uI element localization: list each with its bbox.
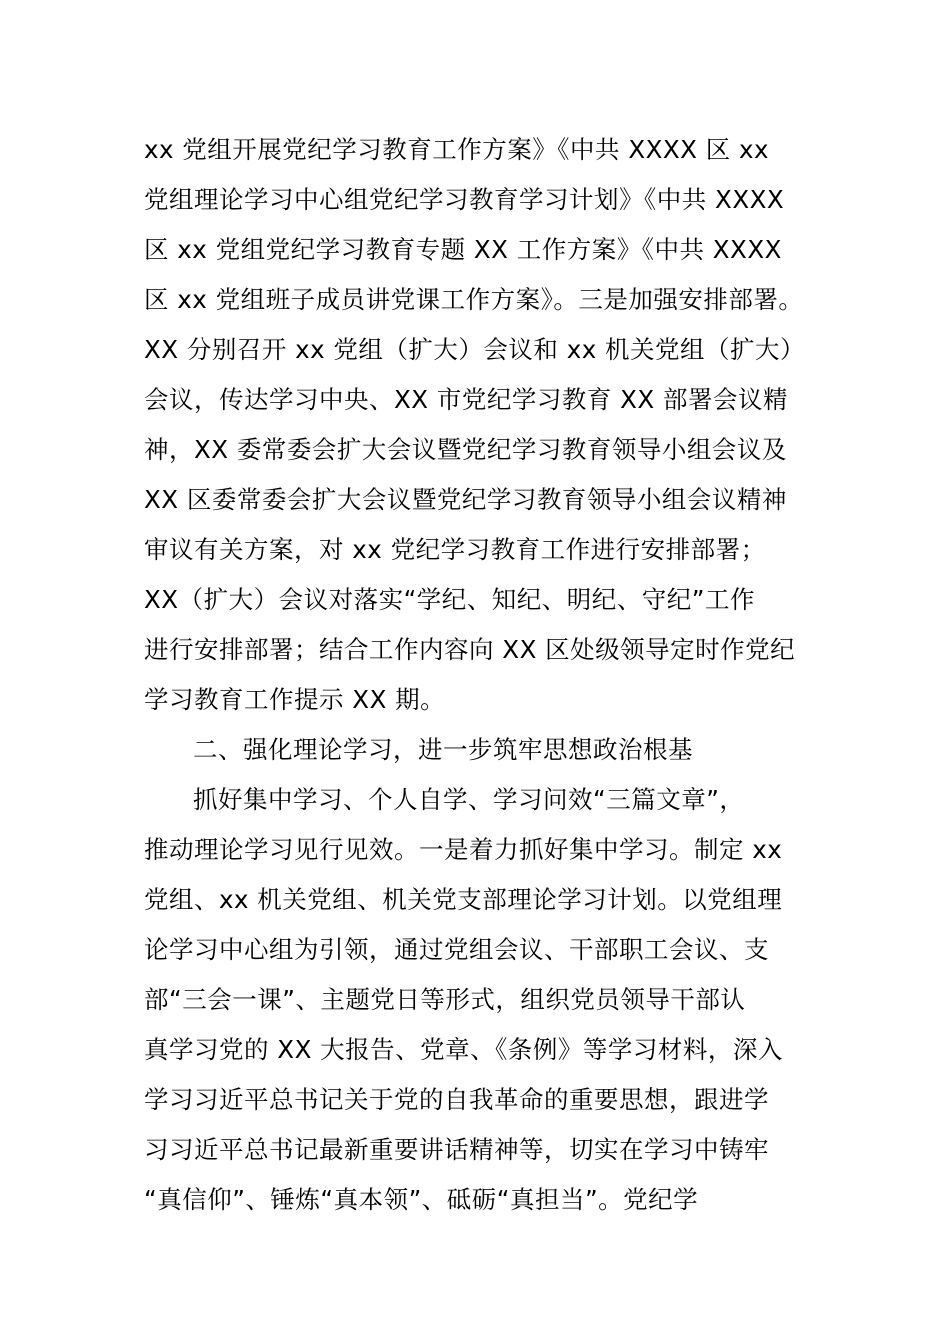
text-line: XX 区委常委会扩大会议暨党纪学习教育领导小组会议精神 <box>144 485 787 514</box>
text-line: 审议有关方案，对 xx 党纪学习教育工作进行安排部署； <box>144 535 766 564</box>
text-line: 区 xx 党组党纪学习教育专题 XX 工作方案》《中共 XXXX <box>144 235 782 264</box>
text-line: 党组理论学习中心组党纪学习教育学习计划》《中共 XXXX <box>144 185 785 214</box>
section-heading: 二、强化理论学习，进一步筑牢思想政治根基 <box>193 735 693 764</box>
text-line: 区 xx 党组班子成员讲党课工作方案》。三是加强安排部署。 <box>144 285 804 314</box>
paragraph-first-line: 抓好集中学习、个人自学、学习问效“三篇文章”， <box>193 785 745 814</box>
text-line: xx 党组开展党纪学习教育工作方案》《中共 XXXX 区 xx <box>144 135 770 164</box>
text-line: XX 分别召开 xx 党组（扩大）会议和 xx 机关党组（扩大） <box>144 335 806 364</box>
text-line: 学习习近平总书记关于党的自我革命的重要思想，跟进学 <box>144 1085 769 1114</box>
text-line: 部“三会一课”、主题党日等形式，组织党员领导干部认 <box>144 985 746 1014</box>
text-line: 学习教育工作提示 XX 期。 <box>144 685 446 714</box>
text-line: 神，XX 委常委会扩大会议暨党纪学习教育领导小组会议及 <box>144 435 787 464</box>
text-line: 推动理论学习见行见效。一是着力抓好集中学习。制定 xx <box>144 835 783 864</box>
text-line: 会议，传达学习中央、XX 市党纪学习教育 XX 部署会议精 <box>144 385 788 414</box>
text-line: 论学习中心组为引领，通过党组会议、干部职工会议、支 <box>144 935 769 964</box>
text-line: 习习近平总书记最新重要讲话精神等，切实在学习中铸牢 <box>144 1135 769 1164</box>
text-line: 党组、xx 机关党组、机关党支部理论学习计划。以党组理 <box>144 885 783 914</box>
text-line: “真信仰”、锤炼“真本领”、砥砺“真担当”。党纪学 <box>144 1185 699 1214</box>
text-line: 真学习党的 XX 大报告、党章、《条例》等学习材料，深入 <box>144 1035 783 1064</box>
text-line: 进行安排部署；结合工作内容向 XX 区处级领导定时作党纪 <box>144 635 796 664</box>
text-line: XX（扩大）会议对落实“学纪、知纪、明纪、守纪”工作 <box>144 585 755 614</box>
